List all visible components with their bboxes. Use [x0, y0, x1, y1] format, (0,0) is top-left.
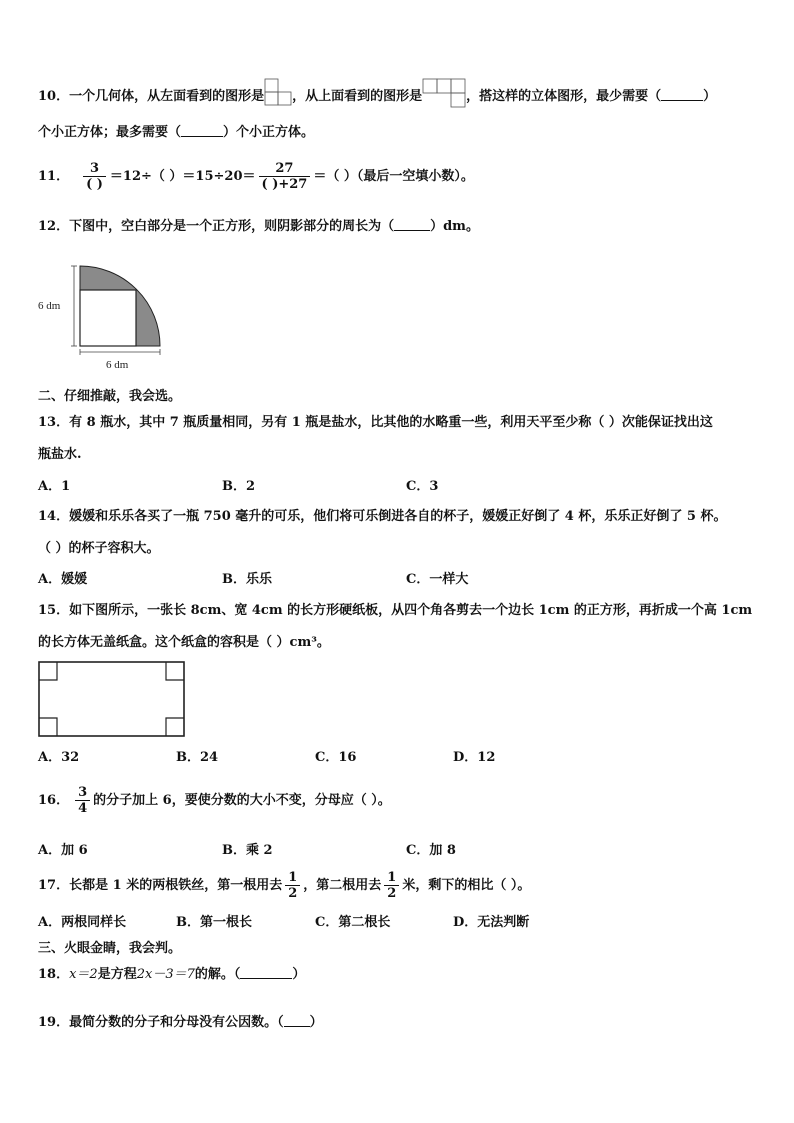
option-16-a[interactable]: A．加 6	[38, 843, 88, 858]
question-18	[38, 966, 305, 984]
question-12-text-b: ）dm。	[430, 219, 479, 234]
quarter-circle-figure	[36, 258, 216, 376]
option-15-a[interactable]: A．32	[38, 750, 80, 765]
option-14-c[interactable]: C．一样大	[406, 572, 469, 587]
question-13-line1: 13．有 8 瓶水，其中 7 瓶质量相同，另有 1 瓶是盐水，比其他的水略重一些，利用天平至少称（ ）次能保证找出这	[38, 415, 713, 430]
question-17-text-b: ，第二根用去	[303, 878, 382, 893]
question-10-text-c: ，搭这样的立体图形，最少需要（	[466, 89, 662, 104]
option-17-b[interactable]: B．第一根长	[176, 915, 252, 930]
math-x-equals-2: x＝2	[69, 967, 98, 982]
question-14-line2: （ ）的杯子容积大。	[38, 541, 160, 556]
option-17-a[interactable]: A．两根同样长	[38, 915, 127, 930]
answer-blank-10b[interactable]	[181, 124, 223, 137]
section-3-title: 三、火眼金睛，我会判。	[38, 941, 182, 956]
question-10-text-e: 个小正方体；最多需要（	[38, 125, 182, 140]
fraction-denominator: 2	[288, 886, 298, 901]
question-10-line2	[38, 124, 314, 142]
question-19-text-b: ）	[309, 1015, 323, 1030]
question-18-text-c: ）	[292, 967, 306, 982]
fraction-27-over-blank	[259, 161, 311, 192]
question-10-text-d: ）	[703, 89, 717, 104]
question-13-line2: 瓶盐水.	[38, 447, 82, 462]
top-view-icon	[422, 78, 466, 110]
question-10-line1	[38, 88, 716, 106]
option-17-d[interactable]: D．无法判断	[453, 915, 530, 930]
option-14-b[interactable]: B．乐乐	[222, 572, 272, 587]
option-13-c[interactable]: C．3	[406, 479, 439, 494]
answer-blank-18[interactable]	[240, 966, 292, 979]
fraction-numerator: 1	[285, 870, 300, 886]
fraction-denominator: 2	[387, 886, 397, 901]
question-18-text-a: 是方程	[97, 967, 137, 982]
fraction-numerator: 3	[75, 785, 90, 801]
question-15-line2: 的长方体无盖纸盒。这个纸盒的容积是（ ）cm³。	[38, 635, 330, 650]
question-11-label: 11．	[38, 169, 70, 184]
answer-blank-12[interactable]	[394, 218, 430, 231]
option-16-c[interactable]: C．加 8	[406, 843, 456, 858]
question-11-equation-a: ＝12÷（ ）＝15÷20＝	[109, 169, 256, 184]
white-square	[80, 290, 136, 346]
option-13-b[interactable]: B．2	[222, 479, 256, 494]
fraction-denominator-blank[interactable]: ( )	[86, 177, 103, 192]
answer-blank-19[interactable]	[284, 1014, 310, 1027]
fraction-3-over-blank	[83, 161, 106, 192]
fraction-1-2-second	[384, 870, 399, 901]
question-17	[38, 869, 530, 903]
question-12	[38, 218, 479, 236]
question-15-line1: 15．如下图所示，一张长 8cm、宽 4cm 的长方形硬纸板，从四个角各剪去一个边长 1cm 的正方形，再折成一个高 1cm	[38, 603, 753, 618]
question-16-text: 的分子加上 6，要使分数的大小不变，分母应（ ）。	[93, 793, 391, 808]
option-17-c[interactable]: C．第二根长	[315, 915, 391, 930]
question-16	[38, 784, 391, 818]
fraction-3-4	[75, 785, 90, 816]
question-17-text-a: 17．长都是 1 米的两根铁丝，第一根用去	[38, 878, 283, 893]
question-10-text-a: 10．一个几何体，从左面看到的图形是	[38, 89, 265, 104]
option-15-d[interactable]: D．12	[453, 750, 496, 765]
left-view-icon	[264, 78, 292, 108]
cardboard-rectangle	[39, 662, 184, 736]
question-19	[38, 1014, 323, 1032]
answer-blank-10a[interactable]	[661, 88, 703, 101]
question-19-text-a: 19．最简分数的分子和分母没有公因数。（	[38, 1015, 284, 1030]
left-dimension-label: 6 dm	[38, 300, 61, 312]
question-14-line1: 14．媛媛和乐乐各买了一瓶 750 毫升的可乐，他们将可乐倒进各自的杯子，媛媛正好倒了 4 杯，乐乐正好倒了 5 杯。	[38, 509, 727, 524]
fraction-denominator-blank[interactable]: ( )+27	[261, 177, 308, 192]
cardboard-figure	[38, 661, 188, 741]
question-10-text-f: ）个小正方体。	[223, 125, 315, 140]
left-view-figure	[264, 88, 292, 106]
fraction-denominator: 4	[78, 801, 88, 816]
option-15-b[interactable]: B．24	[176, 750, 219, 765]
question-11-equation-b: ＝（ ）（最后一空填小数）。	[313, 169, 474, 184]
question-11	[38, 160, 474, 194]
math-equation: 2x－3＝7	[136, 967, 195, 982]
option-14-a[interactable]: A．媛媛	[38, 572, 88, 587]
top-view-figure	[422, 88, 466, 106]
fraction-numerator: 1	[384, 870, 399, 886]
question-10-text-b: ，从上面看到的图形是	[292, 89, 423, 104]
section-2-title: 二、仔细推敲，我会选。	[38, 389, 182, 404]
option-16-b[interactable]: B．乘 2	[222, 843, 273, 858]
question-12-text-a: 12．下图中，空白部分是一个正方形，则阴影部分的周长为（	[38, 219, 395, 234]
fraction-numerator: 27	[259, 161, 311, 177]
question-18-label: 18．	[38, 967, 70, 982]
question-17-text-c: 米，剩下的相比（ ）。	[402, 878, 531, 893]
option-15-c[interactable]: C．16	[315, 750, 357, 765]
question-16-label: 16．	[38, 793, 70, 808]
option-13-a[interactable]: A．1	[38, 479, 71, 494]
question-18-text-b: 的解。（	[194, 967, 241, 982]
fraction-1-2-first	[285, 870, 300, 901]
bottom-dimension-label: 6 dm	[106, 359, 129, 371]
fraction-numerator: 3	[83, 161, 106, 177]
